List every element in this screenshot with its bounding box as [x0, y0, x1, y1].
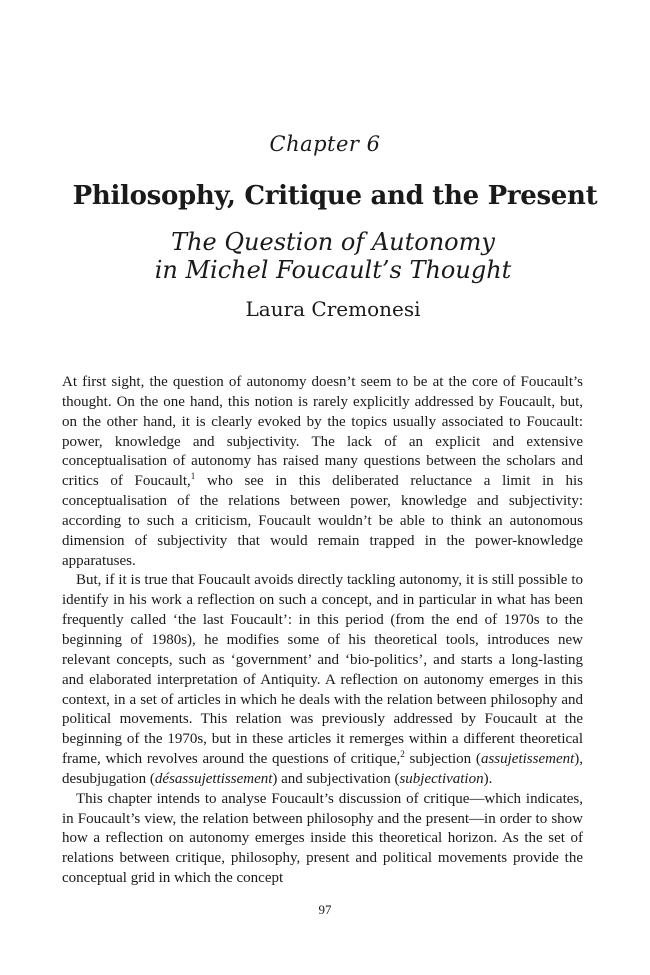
paragraph-1-text: At first sight, the question of autonomy doesn’t seem to be at the core of Foucault’s thought. On the one hand, this notion is rarely explicitly addressed by Foucault, but, on the other hand, it is clearly evoked by the topics usually associated to Foucault: power, knowledge and subjectivity. The lack of an explicit and extensive conceptualisation of autonomy has raised many questions between the scholars and critics of Foucault,: [62, 374, 583, 490]
term-desassujettissement: désassujettissement: [154, 770, 273, 787]
body-text: [62, 373, 583, 889]
term-assujetissement: assujetissement: [480, 751, 575, 768]
paragraph-2-text-d: ).: [483, 770, 493, 787]
paragraph-1-tail: who see in this deliberated reluctance a limit in his conceptualisation of the relations between power, knowledge and subjectivity: according to such a criticism, Foucault wouldn’t be able to think an autonomous dimension of subjectivity that would remain trapped in the power-knowledge apparatuses.: [62, 473, 584, 569]
paragraph-2: [62, 571, 583, 789]
chapter-label: Chapter 6: [269, 132, 381, 156]
author-name: Laura Cremonesi: [245, 297, 421, 321]
paragraph-2-text-c: ) and subjectivation (: [272, 770, 400, 787]
footnote-ref-2: 2: [400, 749, 405, 760]
footnote-ref-1: 1: [190, 471, 196, 482]
paragraph-2-text: But, if it is true that Foucault avoids directly tackling autonomy, it is still possible to identify in his work a reflection on such a concept, and in particular in what has been frequently called ‘the last Foucault’: in this period (from the end of 1970s to the beginning of 1980s), he modifies some of his theoretical tools, introduces new relevant concepts, such as ‘government’ and ‘bio-politics’, and starts a long-lasting and elaborated interpretation of Antiquity. A reflection on autonomy emerges in this context, in a set of articles in which he deals with the relation between philosophy and political movements. This relation was previously addressed by Foucault at the beginning of the 1970s, but in these articles it remerges within a different theoretical frame, which revolves around the questions of critique,: [62, 572, 583, 768]
chapter-title: Philosophy, Critique and the Present: [72, 181, 598, 211]
subtitle-line-2: in Michel Foucault’s Thought: [154, 256, 512, 284]
term-subjectivation: subjectivation: [399, 770, 484, 787]
paragraph-2-text-a: subjection (: [404, 751, 481, 768]
subtitle-line-1: The Question of Autonomy: [171, 228, 495, 256]
page-number: 97: [318, 902, 332, 917]
paragraph-2-text-b: ), desubjugation (: [62, 751, 584, 787]
paragraph-3: This chapter intends to analyse Foucault’s discussion of critique—which indicates, in Foucault’s view, the relation between philosophy and the present—in order to show how a reflection on autonomy emerges inside this theoretical horizon. As the set of relations between critique, philosophy, present and political movements provide the conceptual grid in which the concept: [62, 790, 583, 887]
chapter-subtitle: [0, 228, 650, 284]
paragraph-1: [62, 373, 583, 571]
